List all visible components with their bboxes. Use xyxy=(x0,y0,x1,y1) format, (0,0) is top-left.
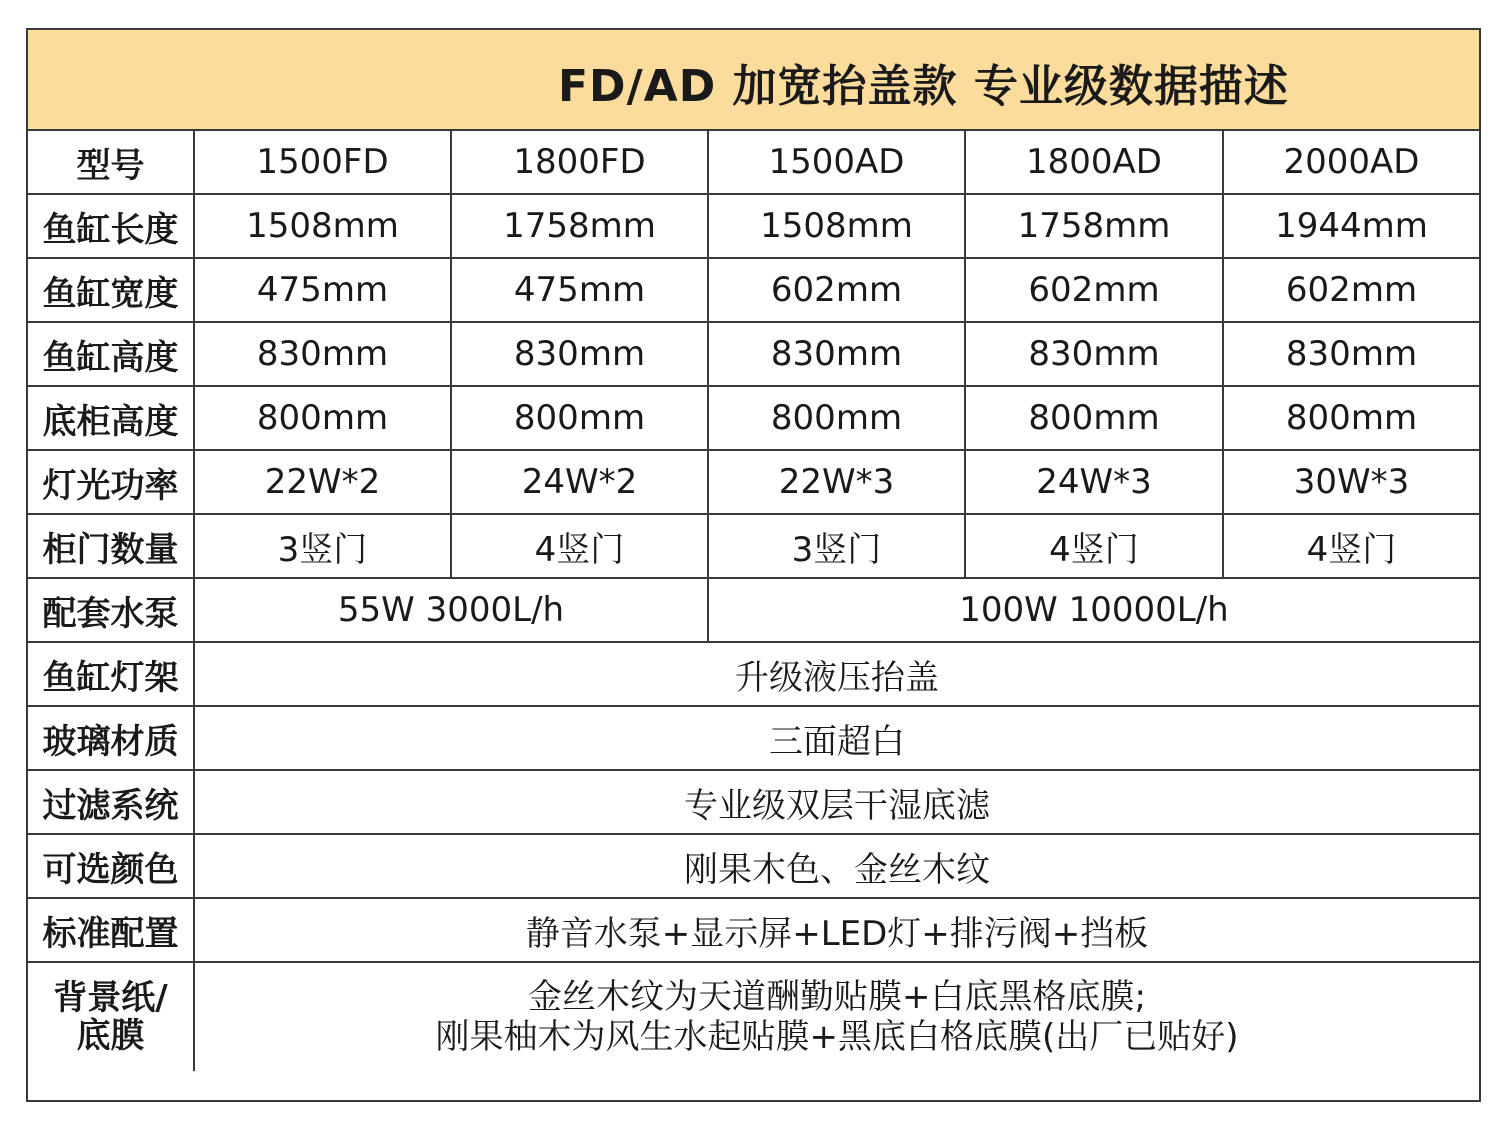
table-cell: 30W*3 xyxy=(1223,450,1479,514)
table-cell: 24W*2 xyxy=(451,450,708,514)
table-cell: 830mm xyxy=(708,322,965,386)
table-row xyxy=(28,834,1479,898)
table-cell: 1508mm xyxy=(194,194,451,258)
model-cell: 1500AD xyxy=(708,131,965,194)
table-cell: 1758mm xyxy=(965,194,1223,258)
table-cell: 830mm xyxy=(1223,322,1479,386)
row-label: 配套水泵 xyxy=(28,578,194,642)
note-line: 刚果柚木为风生水起贴膜+黑底白格底膜(出厂已贴好) xyxy=(435,1017,1239,1057)
table-cell: 800mm xyxy=(451,386,708,450)
row-label: 玻璃材质 xyxy=(28,706,194,770)
model-cell: 1800FD xyxy=(451,131,708,194)
table-cell: 800mm xyxy=(965,386,1223,450)
shared-cell: 专业级双层干湿底滤 xyxy=(194,770,1479,834)
table-row xyxy=(28,898,1479,962)
table-cell: 800mm xyxy=(1223,386,1479,450)
pump-ad-cell: 100W 10000L/h xyxy=(708,578,1479,642)
row-label: 鱼缸长度 xyxy=(28,194,194,258)
table-row xyxy=(28,514,1479,578)
model-cell: 1500FD xyxy=(194,131,451,194)
row-label: 灯光功率 xyxy=(28,450,194,514)
shared-cell: 升级液压抬盖 xyxy=(194,642,1479,706)
table-cell: 24W*3 xyxy=(965,450,1223,514)
shared-cell: 静音水泵+显示屏+LED灯+排污阀+挡板 xyxy=(194,898,1479,962)
pump-fd-cell: 55W 3000L/h xyxy=(194,578,708,642)
table-cell: 1944mm xyxy=(1223,194,1479,258)
row-label: 鱼缸灯架 xyxy=(28,642,194,706)
page-title: FD/AD 加宽抬盖款 专业级数据描述 xyxy=(558,61,1289,112)
row-label: 鱼缸高度 xyxy=(28,322,194,386)
table-row xyxy=(28,706,1479,770)
table-row xyxy=(28,258,1479,322)
model-cell: 2000AD xyxy=(1223,131,1479,194)
table-cell: 1758mm xyxy=(451,194,708,258)
row-label: 柜门数量 xyxy=(28,514,194,578)
model-cell: 1800AD xyxy=(965,131,1223,194)
table-cell: 800mm xyxy=(194,386,451,450)
table-row-background xyxy=(28,962,1479,1071)
table-cell: 602mm xyxy=(708,258,965,322)
table-cell: 1508mm xyxy=(708,194,965,258)
table-row xyxy=(28,194,1479,258)
table-row xyxy=(28,386,1479,450)
row-label: 过滤系统 xyxy=(28,770,194,834)
table-cell: 4竖门 xyxy=(1223,514,1479,578)
table-cell: 3竖门 xyxy=(708,514,965,578)
table-cell: 830mm xyxy=(451,322,708,386)
table-cell: 22W*3 xyxy=(708,450,965,514)
row-label: 可选颜色 xyxy=(28,834,194,898)
table-cell: 602mm xyxy=(1223,258,1479,322)
spec-table xyxy=(28,131,1479,1071)
label-line: 背景纸/ xyxy=(53,978,168,1018)
title-bar xyxy=(28,30,1479,131)
shared-cell: 刚果木色、金丝木纹 xyxy=(194,834,1479,898)
table-cell: 22W*2 xyxy=(194,450,451,514)
row-label: 底柜高度 xyxy=(28,386,194,450)
table-cell: 830mm xyxy=(194,322,451,386)
table-cell: 4竖门 xyxy=(451,514,708,578)
table-cell: 475mm xyxy=(451,258,708,322)
table-row-model xyxy=(28,131,1479,194)
label-line: 底膜 xyxy=(76,1016,145,1056)
row-label: 鱼缸宽度 xyxy=(28,258,194,322)
table-cell: 3竖门 xyxy=(194,514,451,578)
background-note-cell xyxy=(194,962,1479,1071)
table-row xyxy=(28,770,1479,834)
table-cell: 800mm xyxy=(708,386,965,450)
shared-cell: 三面超白 xyxy=(194,706,1479,770)
table-cell: 830mm xyxy=(965,322,1223,386)
table-cell: 475mm xyxy=(194,258,451,322)
table-row xyxy=(28,450,1479,514)
row-label-background xyxy=(28,962,194,1071)
row-label: 标准配置 xyxy=(28,898,194,962)
table-row xyxy=(28,322,1479,386)
table-cell: 602mm xyxy=(965,258,1223,322)
table-row xyxy=(28,642,1479,706)
row-label: 型号 xyxy=(28,131,194,194)
table-cell: 4竖门 xyxy=(965,514,1223,578)
note-line: 金丝木纹为天道酬勤贴膜+白底黑格底膜; xyxy=(528,977,1146,1017)
spec-sheet xyxy=(26,28,1481,1102)
table-row-pump xyxy=(28,578,1479,642)
